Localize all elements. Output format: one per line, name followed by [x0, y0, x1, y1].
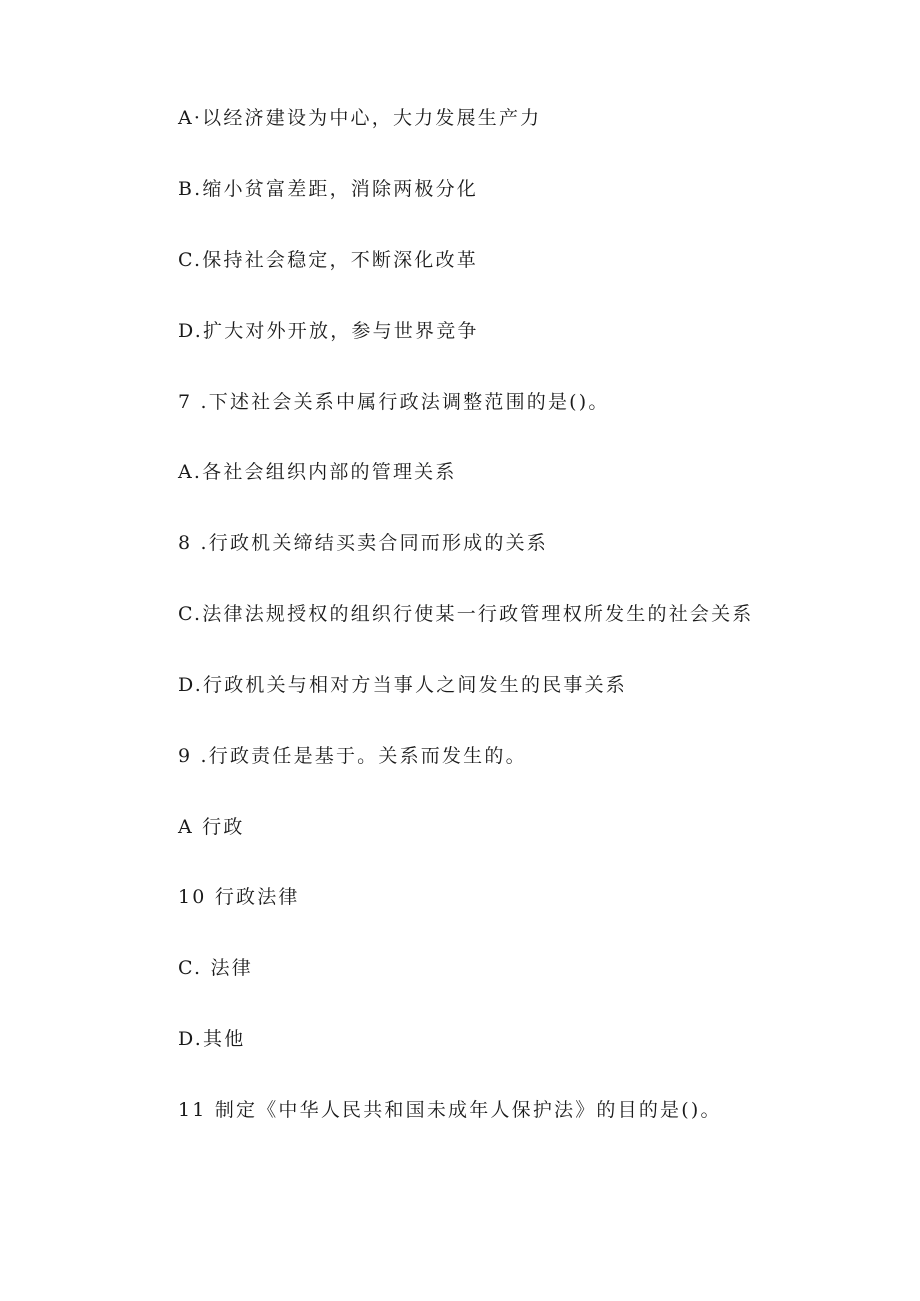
- question-8-line: 8 .行政机关缔结买卖合同而形成的关系: [178, 532, 548, 554]
- question-7-option-d: D.行政机关与相对方当事人之间发生的民事关系: [178, 674, 627, 696]
- option-c-text: C.保持社会稳定，不断深化改革: [178, 249, 478, 271]
- question-9-option-a: A 行政: [178, 816, 245, 838]
- option-d-text: D.扩大对外开放，参与世界竞争: [178, 320, 479, 342]
- option-a-text: A·以经济建设为中心，大力发展生产力: [178, 107, 542, 129]
- question-11: 11 制定《中华人民共和国未成年人保护法》的目的是()。: [178, 1099, 722, 1121]
- question-9-option-d: D.其他: [178, 1028, 246, 1050]
- question-9: 9 .行政责任是基于。关系而发生的。: [178, 745, 527, 767]
- option-b-text: B.缩小贫富差距，消除两极分化: [178, 178, 479, 200]
- question-7-option-a: A.各社会组织内部的管理关系: [178, 461, 457, 483]
- question-7-option-c: C.法律法规授权的组织行使某一行政管理权所发生的社会关系: [178, 603, 754, 625]
- question-9-option-c: C. 法律: [178, 957, 253, 979]
- question-10-line: 10 行政法律: [178, 886, 300, 908]
- question-7: 7 .下述社会关系中属行政法调整范围的是()。: [178, 391, 610, 413]
